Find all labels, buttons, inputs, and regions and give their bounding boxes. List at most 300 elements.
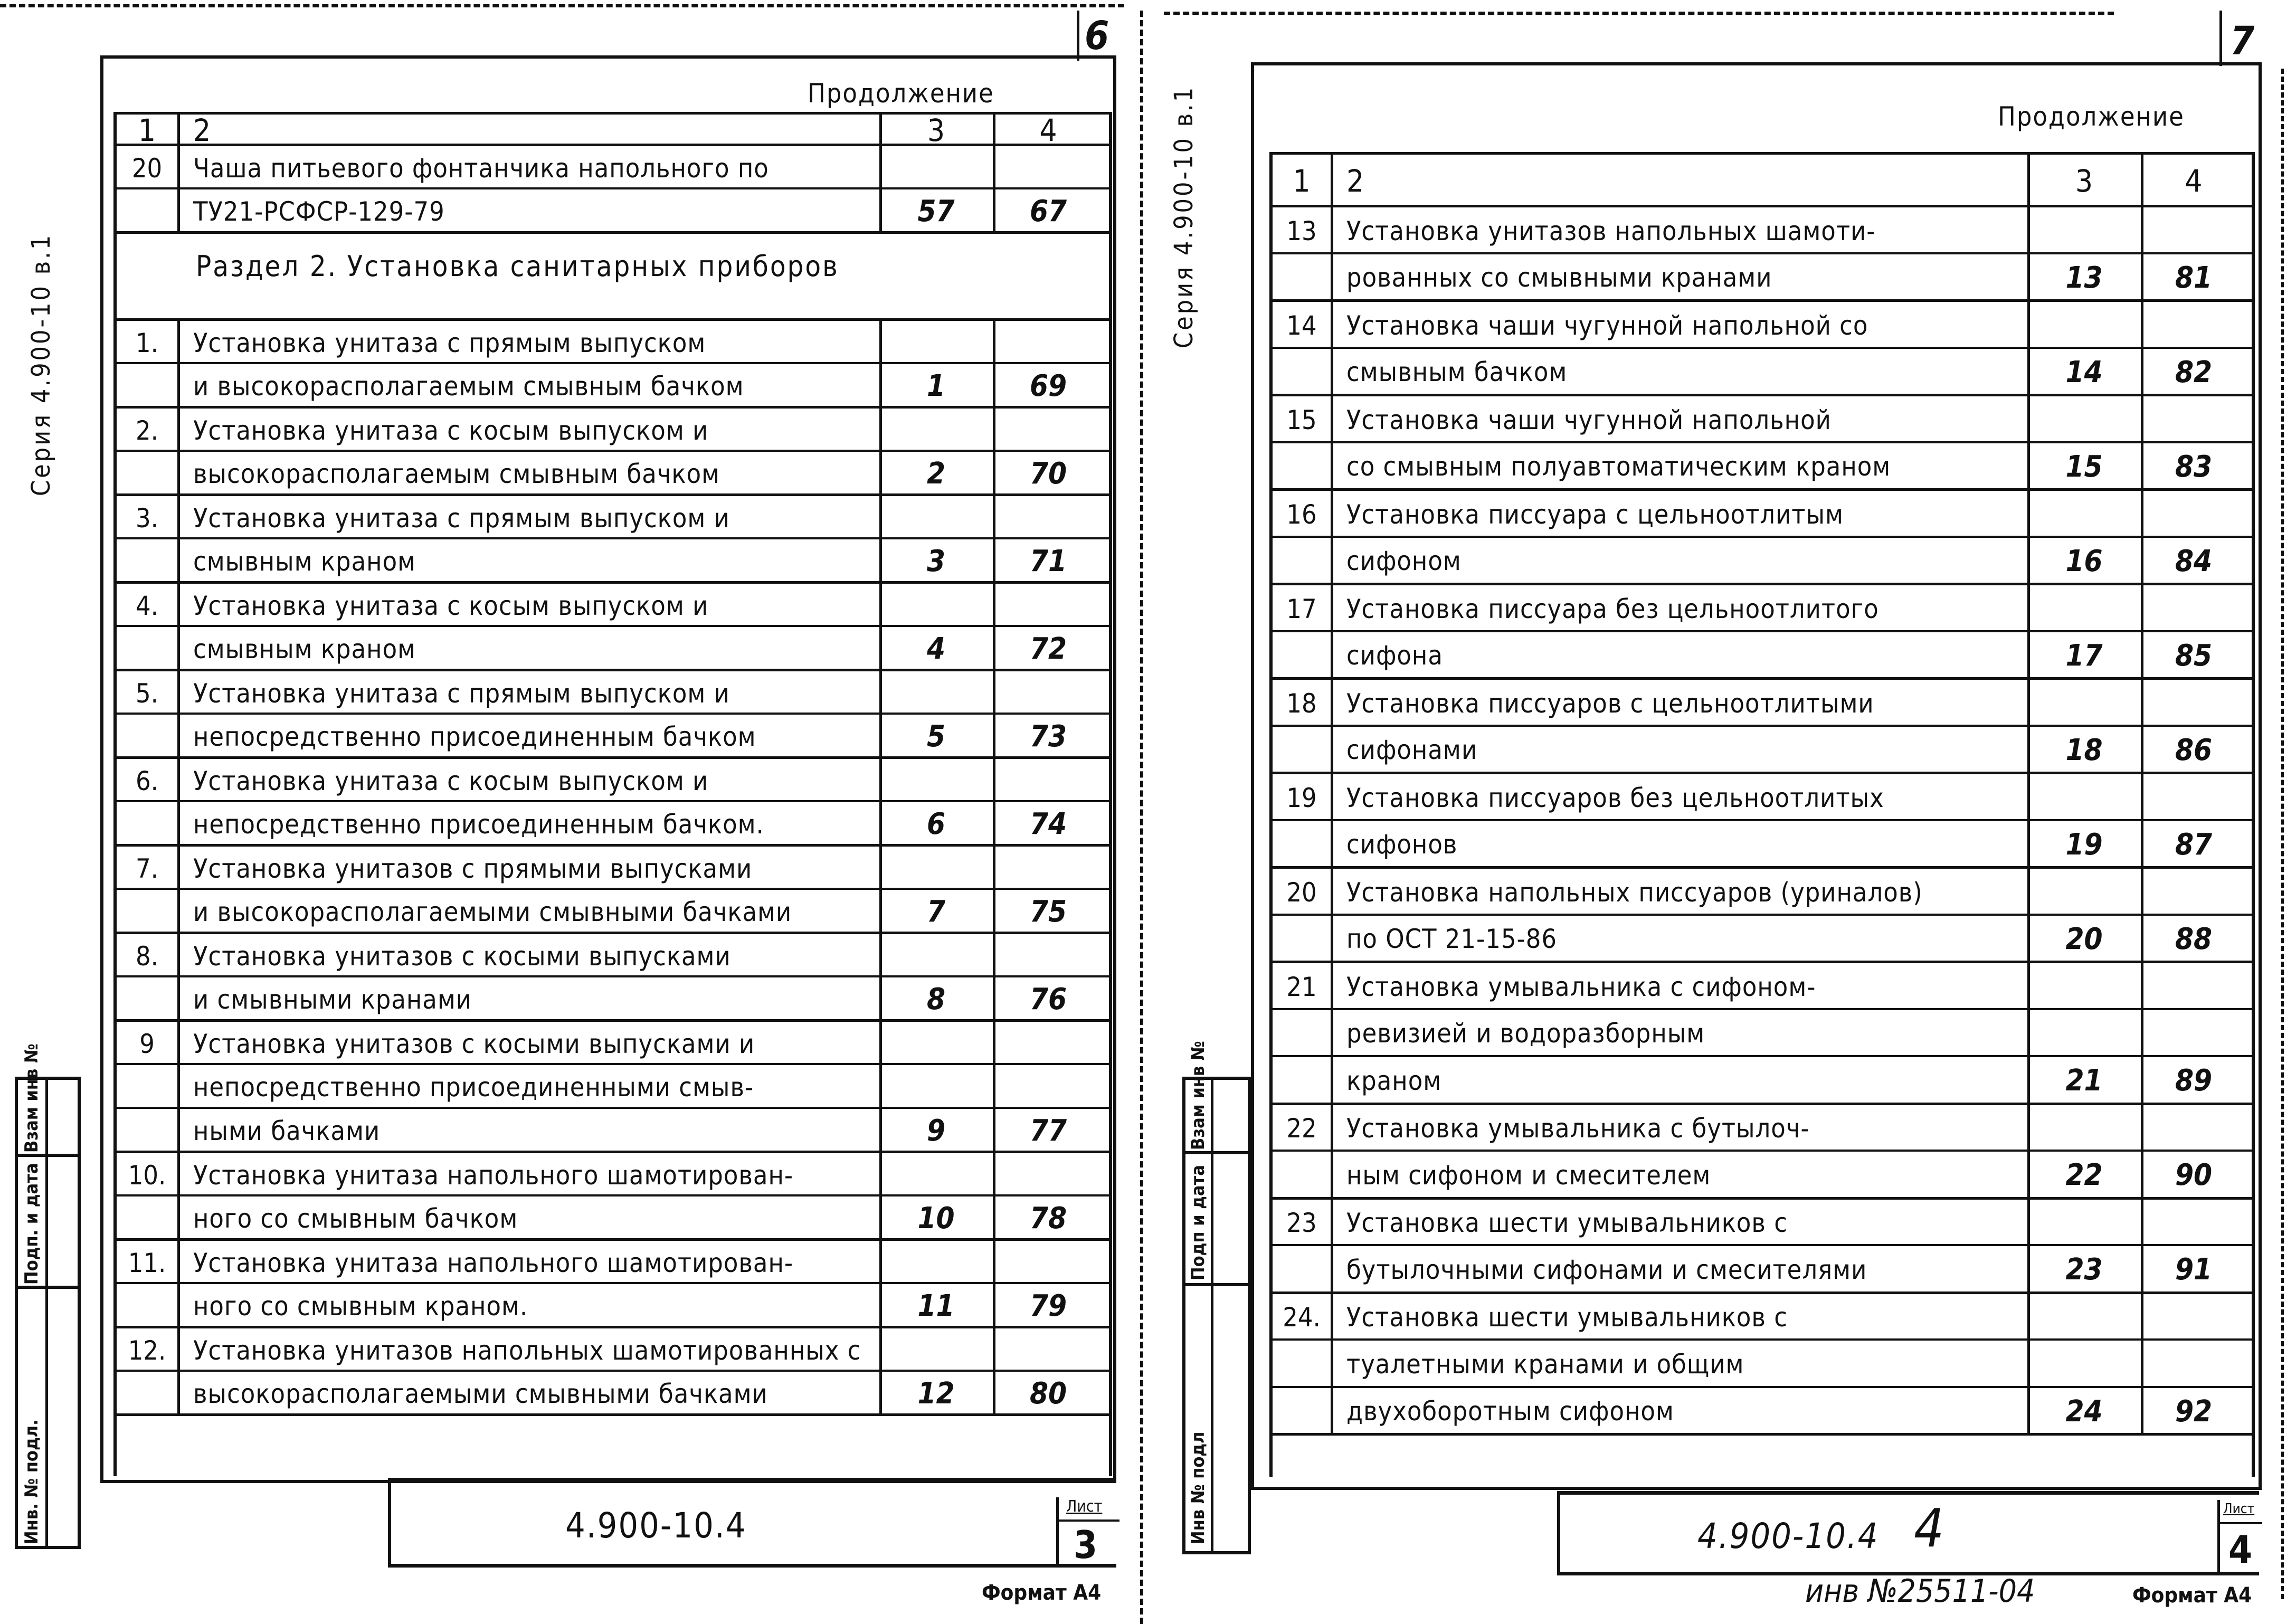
row-description: сифона <box>1346 640 1443 671</box>
row-number: 10. <box>128 1160 166 1191</box>
stamp-label-replacement-inventory: Взам инв № <box>1188 1041 1209 1150</box>
table-row-continuation <box>1273 441 2252 491</box>
row-col4-value: 77 <box>1029 1114 1067 1148</box>
table-row-continuation <box>1273 819 2252 869</box>
row-col4-value <box>993 1065 1104 1109</box>
inventory-note: инв №25511-04 <box>1805 1573 2035 1610</box>
sheet-label: Лист <box>1066 1497 1103 1516</box>
row-number: 20 <box>1286 877 1317 908</box>
row-description: Установка унитазов напольных шамотированных с <box>193 1335 861 1366</box>
row-description: ного со смывным краном. <box>193 1290 528 1322</box>
row-col3-value: 1 <box>926 369 946 403</box>
row-description: Установка умывальника с сифоном- <box>1346 971 1816 1002</box>
row-description: и высокорасполагаемыми смывными бачками <box>193 896 792 927</box>
table-row <box>117 493 1109 540</box>
row-number: 1. <box>136 327 158 358</box>
row-number <box>1273 632 1331 680</box>
row-col3-value <box>2027 1010 2141 1058</box>
row-col4-value: 70 <box>1029 457 1067 491</box>
table-row-continuation <box>117 1370 1109 1416</box>
row-number: 11. <box>128 1247 166 1278</box>
row-col4-value <box>2141 302 2246 349</box>
row-description: смывным краном <box>193 633 416 664</box>
row-col3-value <box>879 1153 993 1197</box>
table-row-continuation <box>1273 914 2252 963</box>
row-description: ным сифоном и смесителем <box>1346 1160 1711 1191</box>
row-description: рованных со смывными кранами <box>1346 262 1772 293</box>
row-description: Установка чаши чугунной напольной <box>1346 404 1832 435</box>
row-col4-value: 90 <box>2175 1158 2213 1193</box>
row-col3-value <box>879 321 993 365</box>
row-number <box>1273 1246 1331 1294</box>
table-row-continuation <box>1273 725 2252 774</box>
row-description: непосредственно присоединенным бачком <box>193 721 756 752</box>
table-row <box>1273 488 2252 538</box>
continuation-label: Продолжение <box>808 78 994 109</box>
row-col3-value: 20 <box>2065 922 2103 956</box>
table-row <box>117 669 1109 715</box>
row-col4-value: 84 <box>2175 544 2213 578</box>
row-col3-value <box>2027 1294 2141 1342</box>
row-col4-value <box>2141 963 2246 1011</box>
row-col4-value: 85 <box>2175 638 2213 673</box>
row-description: двухоборотным сифоном <box>1346 1396 1674 1427</box>
table-bottom-border <box>1273 1433 2252 1436</box>
table-row-continuation <box>1273 1150 2252 1199</box>
approval-stamp <box>15 1043 81 1549</box>
row-description: по ОСТ 21-15-86 <box>1346 924 1557 955</box>
row-col4-value <box>993 759 1104 803</box>
row-col4-value <box>2141 869 2246 916</box>
table-row-continuation <box>117 625 1109 671</box>
table-row-continuation <box>117 1194 1109 1240</box>
table-row <box>1273 1291 2252 1342</box>
top-border-line <box>1164 12 2114 15</box>
specification-table <box>113 112 1112 1476</box>
table-row <box>1273 299 2252 349</box>
row-description: сифонами <box>1346 735 1478 766</box>
document-code: 4.900-10.4 <box>565 1505 747 1546</box>
row-description: высокорасполагаемыми смывными бачками <box>193 1378 768 1409</box>
table-row <box>1273 1103 2252 1153</box>
row-description: сифоном <box>1346 546 1462 577</box>
row-col3-value <box>2027 207 2141 255</box>
table-row <box>117 1019 1109 1066</box>
row-col3-value: 5 <box>926 719 946 754</box>
sheet-number: 4 <box>2228 1527 2253 1572</box>
row-description: смывным краном <box>193 546 416 577</box>
row-number: 24. <box>1283 1302 1321 1333</box>
row-number <box>117 890 177 934</box>
sheet-box <box>1056 1497 1119 1565</box>
row-col3-value: 3 <box>2075 163 2093 199</box>
handwritten-sheet-mark: 4 <box>1914 1497 1944 1559</box>
row-col4-value: 75 <box>1029 895 1067 929</box>
table-row-continuation <box>1273 1386 2252 1436</box>
row-number: 9 <box>139 1028 155 1059</box>
table-row <box>117 144 1109 190</box>
specification-table <box>1269 152 2255 1477</box>
table-row-continuation <box>117 537 1109 583</box>
row-number <box>1273 727 1331 774</box>
row-col3-value: 6 <box>926 807 946 841</box>
row-number: 1 <box>138 112 156 148</box>
format-label: Формат А4 <box>982 1581 1102 1605</box>
row-col4-value <box>993 671 1104 715</box>
table-row-continuation <box>117 362 1109 408</box>
row-description: ного со смывным бачком <box>193 1203 518 1234</box>
row-number <box>1273 254 1331 302</box>
row-col4-value: 67 <box>1029 194 1067 229</box>
row-number: 16 <box>1286 499 1317 530</box>
row-col4-value: 82 <box>2175 355 2213 390</box>
row-col4-value: 76 <box>1029 982 1067 1017</box>
table-row-continuation <box>117 800 1109 846</box>
row-description: со смывным полуавтоматическим краном <box>1346 451 1891 482</box>
row-col3-value: 17 <box>2065 638 2103 673</box>
row-description: непосредственно присоединенными смыв- <box>193 1071 754 1103</box>
row-description: непосредственно присоединенным бачком. <box>193 809 764 840</box>
row-number: 18 <box>1286 688 1317 719</box>
row-description: Установка унитаза напольного шамотирован- <box>193 1160 794 1191</box>
table-row <box>117 406 1109 452</box>
row-description: бутылочными сифонами и смесителями <box>1346 1254 1867 1285</box>
table-row-continuation <box>1273 1244 2252 1294</box>
table-row-continuation <box>117 1282 1109 1328</box>
row-col4-value: 73 <box>1029 719 1067 754</box>
row-number: 13 <box>1286 215 1317 246</box>
row-number <box>117 1372 177 1416</box>
row-col3-value: 14 <box>2065 355 2103 390</box>
row-col4-value <box>2141 1105 2246 1153</box>
table-header-row <box>117 112 1109 146</box>
stamp-label-original-inventory: Инв. № подл. <box>21 1419 42 1544</box>
row-description: Установка унитаза с прямым выпуском <box>193 327 706 358</box>
row-col3-value: 19 <box>2065 827 2103 862</box>
row-description: Установка писсуаров без цельноотлитых <box>1346 782 1884 813</box>
row-number <box>1273 1057 1331 1105</box>
row-col3-value: 7 <box>926 895 946 929</box>
row-col4-value: 87 <box>2175 827 2213 862</box>
row-col3-value <box>879 584 993 628</box>
table-row-continuation <box>1273 347 2252 396</box>
row-col3-value: 10 <box>917 1201 955 1236</box>
row-description: Установка унитазов с косыми выпусками <box>193 941 731 972</box>
row-col4-value <box>2141 1341 2246 1388</box>
row-description: Установка унитаза с прямым выпуском и <box>193 502 730 534</box>
row-col4-value <box>993 1241 1104 1285</box>
table-row-continuation <box>117 888 1109 934</box>
table-row-continuation <box>1273 630 2252 680</box>
table-row-continuation <box>1273 1008 2252 1058</box>
row-col3-value <box>2027 774 2141 822</box>
row-col4-value: 74 <box>1029 807 1067 841</box>
row-col3-value: 18 <box>2065 733 2103 767</box>
row-description: Установка унитаза с косым выпуском и <box>193 590 709 621</box>
row-description: Чаша питьевого фонтанчика напольного по <box>193 153 769 184</box>
section-title: Раздел 2. Установка санитарных приборов <box>196 250 839 283</box>
row-number: 4. <box>136 590 158 621</box>
row-col4-value <box>2141 680 2246 727</box>
row-col4-value <box>2141 774 2246 822</box>
row-description: Установка унитазов напольных шамоти- <box>1346 215 1876 246</box>
row-col3-value: 22 <box>2065 1158 2103 1193</box>
row-number <box>117 627 177 671</box>
row-col4-value <box>2141 396 2246 444</box>
row-number: 23 <box>1286 1208 1317 1239</box>
table-row <box>1273 394 2252 444</box>
row-col3-value: 3 <box>927 112 945 148</box>
right-edge-line <box>2281 69 2284 1599</box>
table-row <box>117 1151 1109 1197</box>
row-col3-value <box>2027 1341 2141 1388</box>
row-col4-value <box>2141 585 2246 633</box>
row-col3-value <box>879 1241 993 1285</box>
table-row <box>1273 583 2252 633</box>
sheet-number: 3 <box>1074 1523 1098 1567</box>
row-number <box>1273 1341 1331 1388</box>
row-col3-value: 15 <box>2065 449 2103 484</box>
row-col3-value: 2 <box>926 457 946 491</box>
table-row <box>1273 205 2252 255</box>
table-row <box>117 932 1109 978</box>
row-number: 7. <box>136 853 158 884</box>
row-number <box>117 977 177 1021</box>
series-vertical-label: Серия 4.900-10 в.1 <box>1169 85 1199 348</box>
row-col4-value <box>993 584 1104 628</box>
row-description: туалетными кранами и общим <box>1346 1348 1744 1380</box>
row-col3-value: 11 <box>917 1289 955 1323</box>
table-row <box>1273 866 2252 916</box>
row-number: 21 <box>1286 971 1317 1002</box>
table-row-continuation <box>117 1107 1109 1153</box>
row-number <box>117 364 177 408</box>
row-description: Установка напольных писсуаров (уриналов) <box>1346 877 1923 908</box>
row-col4-value <box>2141 1010 2246 1058</box>
row-description: Установка умывальника с бутылоч- <box>1346 1113 1810 1144</box>
row-number: 17 <box>1286 593 1317 624</box>
stamp-label-signature-date: Подп. и дата <box>21 1163 42 1285</box>
row-col3-value <box>2027 1105 2141 1153</box>
table-header-row <box>1273 152 2252 207</box>
row-number: 12. <box>128 1335 166 1366</box>
row-description: сифонов <box>1346 829 1458 860</box>
row-col3-value <box>879 671 993 715</box>
row-col4-value: 81 <box>2175 260 2213 295</box>
row-col3-value <box>879 409 993 452</box>
row-col3-value: 9 <box>926 1114 946 1148</box>
row-col3-value <box>2027 491 2141 538</box>
row-description: Установка шести умывальников с <box>1346 1302 1788 1333</box>
row-number <box>117 1065 177 1109</box>
row-col4-value: 78 <box>1029 1201 1067 1236</box>
continuation-label: Продолжение <box>1998 101 2185 132</box>
table-row <box>117 756 1109 803</box>
document-code: 4.900-10.4 <box>1697 1516 1879 1556</box>
row-col4-value: 88 <box>2175 922 2213 956</box>
row-col4-value: 91 <box>2175 1252 2213 1287</box>
row-col3-value: 23 <box>2065 1252 2103 1287</box>
row-col4-value <box>993 409 1104 452</box>
sheet-label: Лист <box>2223 1501 2255 1517</box>
series-vertical-label: Серия 4.900-10 в.1 <box>26 233 56 496</box>
row-description: Установка шести умывальников с <box>1346 1208 1788 1239</box>
row-number <box>1273 916 1331 963</box>
row-col3-value <box>2027 680 2141 727</box>
table-row-continuation <box>117 1063 1109 1109</box>
row-number <box>1273 1010 1331 1058</box>
table-row <box>1273 677 2252 727</box>
row-col3-value: 8 <box>926 982 946 1017</box>
table-row-continuation <box>1273 252 2252 302</box>
row-col4-value: 86 <box>2175 733 2213 767</box>
row-col3-value <box>879 759 993 803</box>
row-number: 14 <box>1286 310 1317 341</box>
row-description: высокорасполагаемым смывным бачком <box>193 458 720 489</box>
row-col4-value <box>993 496 1104 540</box>
row-col4-value: 4 <box>1039 112 1057 148</box>
title-block <box>388 1478 1116 1568</box>
page-number: 7 <box>2230 18 2255 64</box>
row-col3-value <box>2027 869 2141 916</box>
row-number <box>1273 1388 1331 1436</box>
row-col3-value: 16 <box>2065 544 2103 578</box>
title-block <box>1557 1491 2259 1575</box>
row-col3-value <box>879 496 993 540</box>
row-description: краном <box>1346 1065 1442 1096</box>
table-row <box>117 1238 1109 1285</box>
stamp-label-original-inventory: Инв № подл <box>1188 1431 1209 1544</box>
row-col4-value: 92 <box>2175 1394 2213 1429</box>
row-col3-value: 4 <box>926 632 946 666</box>
row-number: 22 <box>1286 1113 1317 1144</box>
row-number <box>117 1196 177 1240</box>
top-border-line <box>0 4 1124 7</box>
row-description: Установка писсуара с цельноотлитым <box>1346 499 1844 530</box>
sheet-box <box>2217 1500 2262 1573</box>
row-number <box>1273 538 1331 585</box>
row-col3-value <box>879 934 993 978</box>
row-number: 5. <box>136 678 158 709</box>
row-description: и смывными кранами <box>193 984 472 1015</box>
row-col3-value <box>879 1328 993 1372</box>
row-col3-value <box>879 1065 993 1109</box>
row-col4-value: 4 <box>2185 163 2203 199</box>
row-number <box>117 189 177 233</box>
row-col3-value <box>2027 396 2141 444</box>
row-col4-value <box>993 146 1104 190</box>
row-number: 19 <box>1286 782 1317 813</box>
row-number: 6. <box>136 765 158 796</box>
row-col3-value: 24 <box>2065 1394 2103 1429</box>
row-description: Установка унитаза напольного шамотирован- <box>193 1247 794 1278</box>
row-description: Установка писсуара без цельноотлитого <box>1346 593 1879 624</box>
row-description: Установка писсуаров с цельноотлитыми <box>1346 688 1874 719</box>
row-col4-value: 83 <box>2175 449 2213 484</box>
row-number <box>117 539 177 583</box>
row-description: 2 <box>1346 163 1365 199</box>
row-col4-value <box>993 1328 1104 1372</box>
row-number: 3. <box>136 502 158 534</box>
stamp-label-signature-date: Подп и дата <box>1188 1165 1209 1280</box>
row-col4-value: 72 <box>1029 632 1067 666</box>
row-description: смывным бачком <box>1346 357 1568 388</box>
row-description: Установка унитаза с косым выпуском и <box>193 765 709 796</box>
table-row <box>117 318 1109 365</box>
row-number <box>1273 349 1331 396</box>
approval-stamp <box>1182 1041 1251 1554</box>
row-description: Установка унитаза с косым выпуском и <box>193 415 709 446</box>
row-description: Установка унитазов с косыми выпусками и <box>193 1028 755 1059</box>
row-description: 2 <box>193 112 212 148</box>
row-description: и высокорасполагаемым смывным бачком <box>193 371 744 402</box>
row-col3-value <box>879 1022 993 1066</box>
row-col3-value <box>879 146 993 190</box>
row-col4-value <box>2141 491 2246 538</box>
row-col4-value: 71 <box>1029 544 1067 578</box>
row-number <box>117 715 177 758</box>
row-col4-value <box>993 321 1104 365</box>
row-number <box>117 452 177 496</box>
row-col3-value <box>879 847 993 890</box>
row-description: Установка унитаза с прямым выпуском и <box>193 678 730 709</box>
row-number <box>117 1109 177 1153</box>
row-number: 15 <box>1286 404 1317 435</box>
row-number <box>1273 821 1331 869</box>
row-number: 20 <box>131 153 163 184</box>
page-gutter-line <box>1140 11 1143 1624</box>
table-row <box>117 844 1109 890</box>
table-row-continuation <box>117 187 1109 233</box>
table-row-continuation <box>117 713 1109 758</box>
row-col4-value: 89 <box>2175 1063 2213 1098</box>
row-col3-value <box>2027 963 2141 1011</box>
row-description: ными бачками <box>193 1115 381 1146</box>
page-number-divider <box>1077 11 1079 61</box>
row-col3-value <box>2027 1200 2141 1247</box>
table-row-continuation <box>117 975 1109 1021</box>
row-number: 8. <box>136 941 158 972</box>
row-col4-value: 69 <box>1029 369 1067 403</box>
table-row-continuation <box>1273 1055 2252 1105</box>
row-col4-value <box>993 1022 1104 1066</box>
row-number <box>117 1284 177 1328</box>
row-col4-value: 79 <box>1029 1289 1067 1323</box>
table-row-continuation <box>117 450 1109 496</box>
row-description: ревизией и водоразборным <box>1346 1018 1705 1049</box>
table-row <box>117 581 1109 628</box>
row-col4-value <box>2141 1294 2246 1342</box>
table-bottom-border <box>117 1413 1109 1416</box>
row-col3-value: 57 <box>917 194 955 229</box>
row-col4-value <box>993 1153 1104 1197</box>
row-col4-value <box>2141 207 2246 255</box>
page-number: 6 <box>1085 13 1109 59</box>
row-number <box>1273 443 1331 491</box>
table-row-continuation <box>1273 1338 2252 1388</box>
row-col4-value <box>2141 1200 2246 1247</box>
row-description: ТУ21-РСФСР-129-79 <box>193 196 445 227</box>
row-col3-value: 21 <box>2065 1063 2103 1098</box>
row-col3-value: 12 <box>917 1376 955 1411</box>
row-col4-value <box>993 847 1104 890</box>
table-row-continuation <box>1273 536 2252 585</box>
table-row <box>1273 1197 2252 1247</box>
row-number: 2. <box>136 415 158 446</box>
row-number: 1 <box>1293 163 1311 199</box>
row-col3-value <box>2027 585 2141 633</box>
row-number <box>1273 1152 1331 1199</box>
